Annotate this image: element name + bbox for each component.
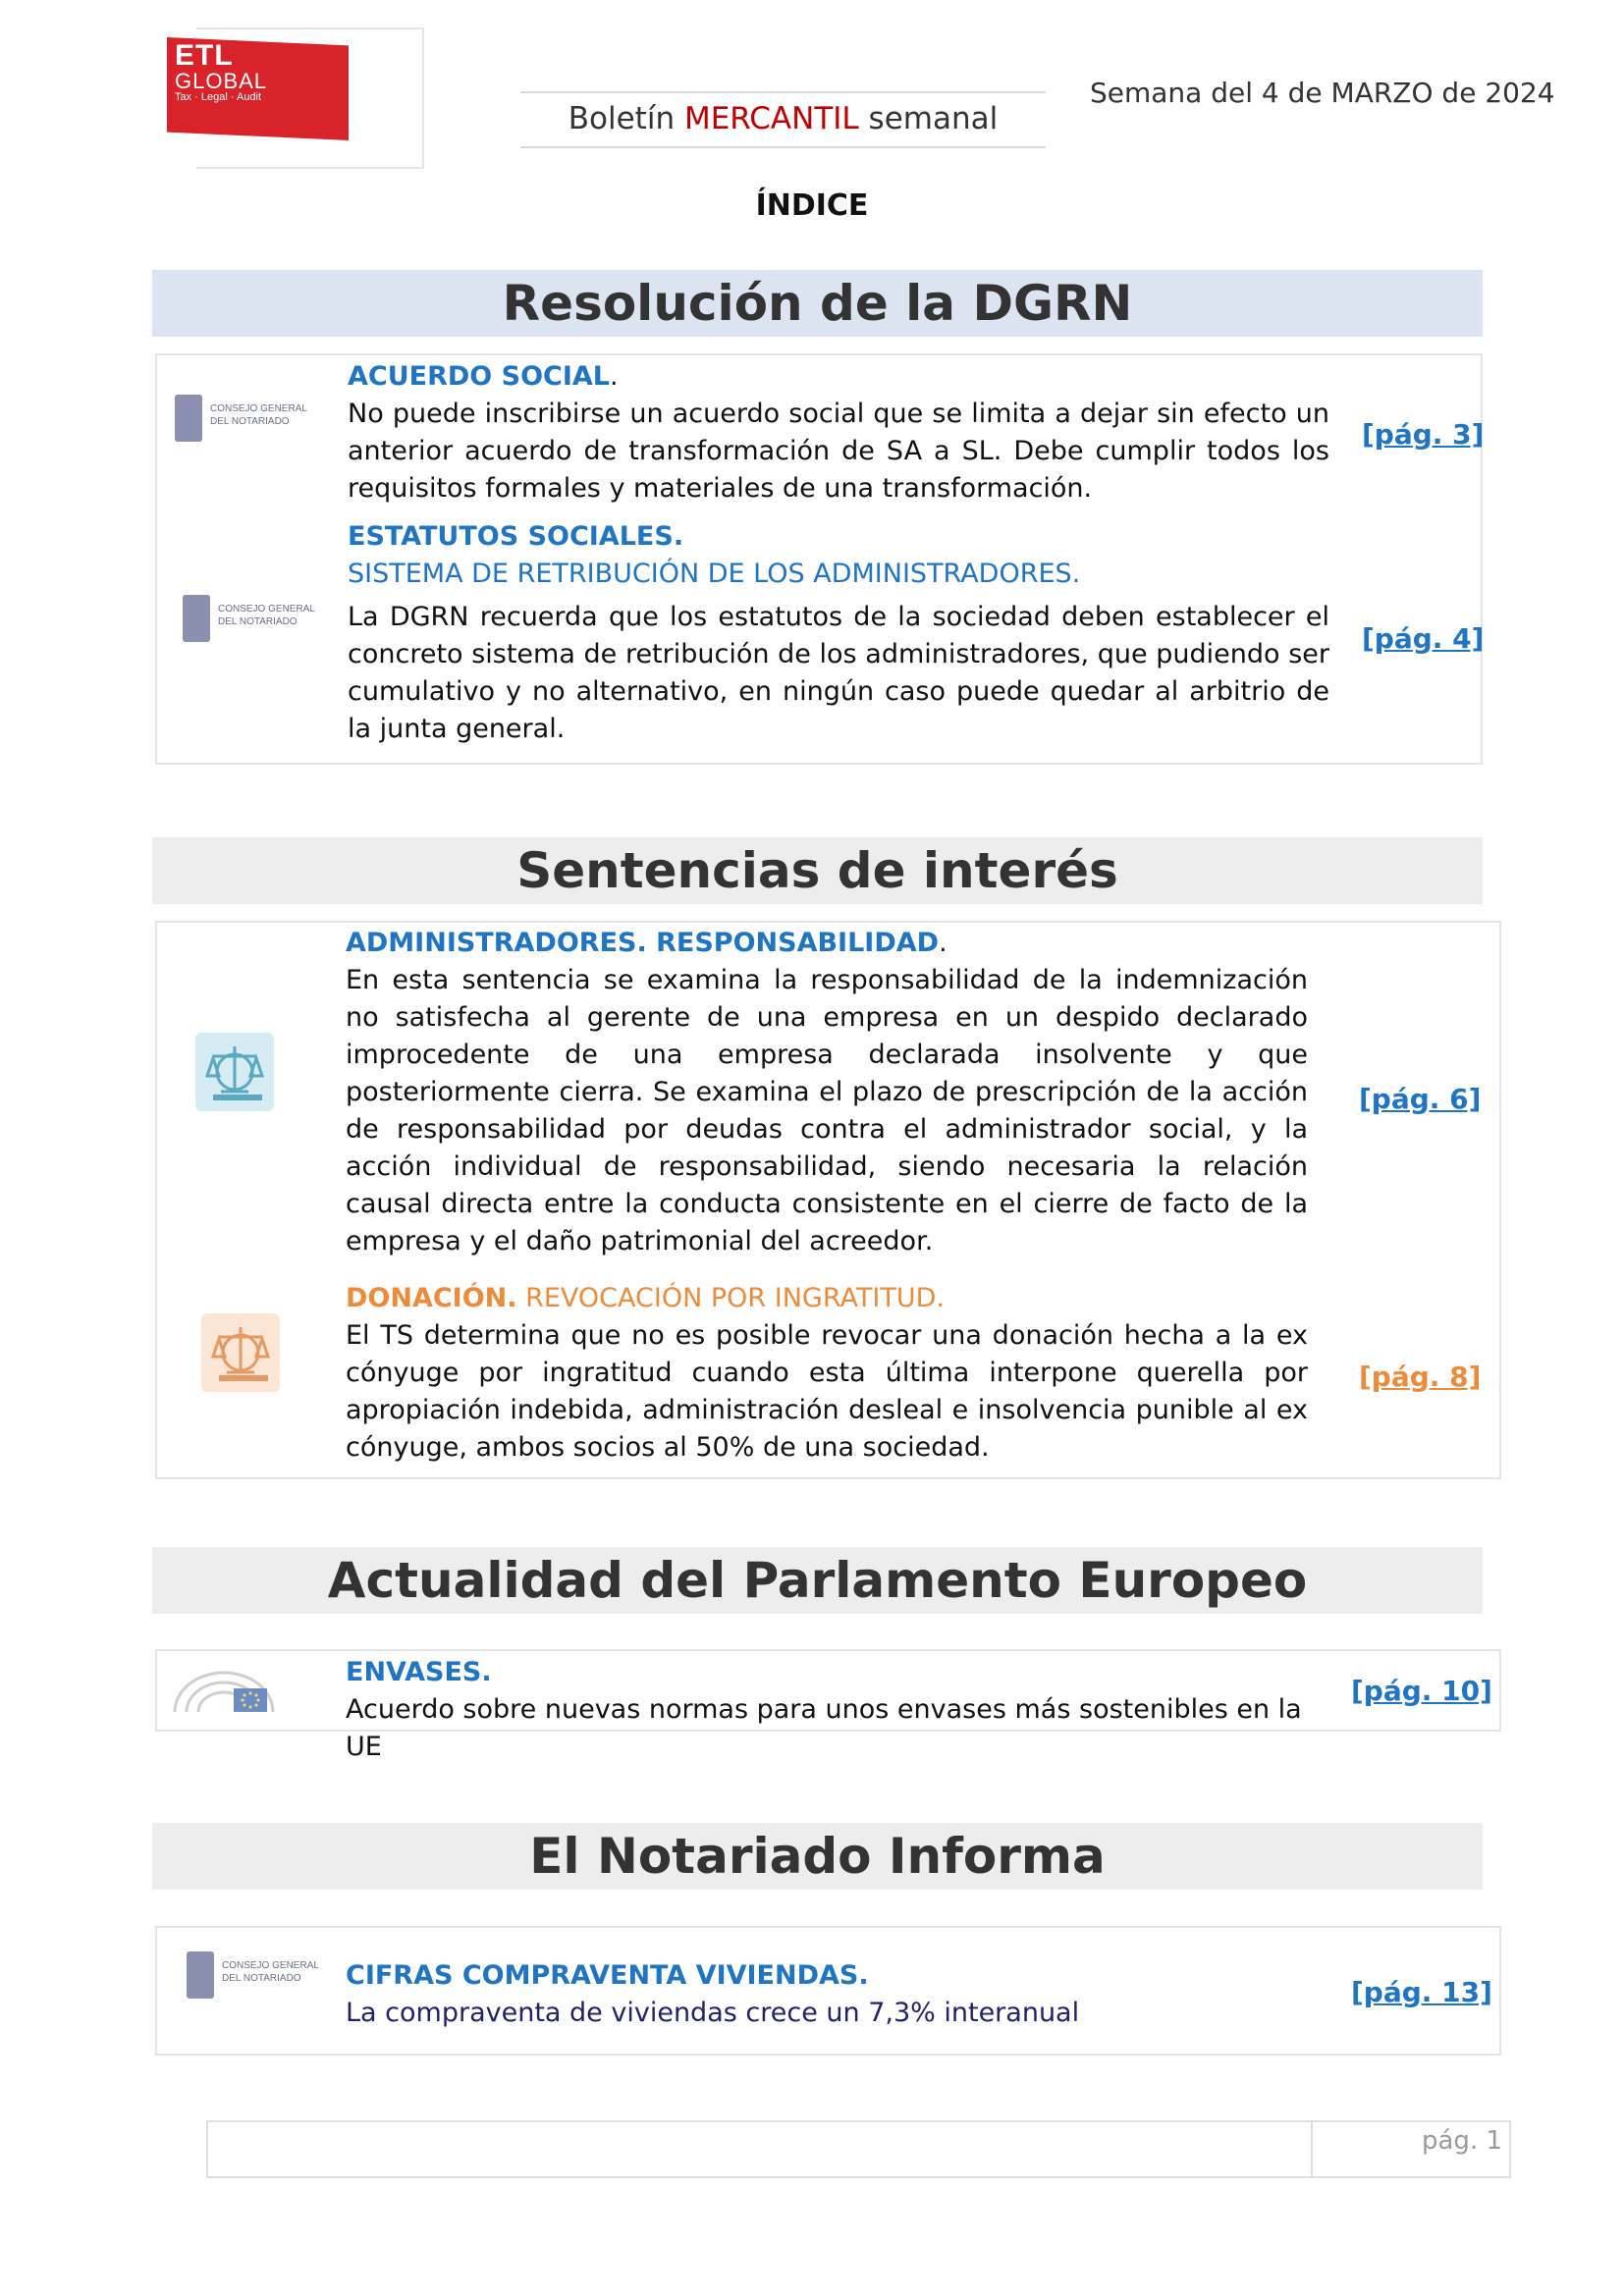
page-link[interactable]: [pág. 4] [1362, 622, 1485, 655]
entry-title: DONACIÓN. [346, 1283, 517, 1313]
entry-body: La compraventa de viviendas crece un 7,3% interanual [346, 1998, 1080, 2028]
entry-body: La DGRN recuerda que los estatutos de la sociedad deben establecer el concreto sistema de retribución de los administradores, que pudiendo ser cumulativo y no alternativo, en ningún caso puede quedar al arbitrio de la junta general. [348, 602, 1329, 744]
footer-divider [1311, 2120, 1313, 2176]
notariado-emblem-icon [183, 595, 210, 642]
entry-title: CIFRAS COMPRAVENTA VIVIENDAS. [346, 1960, 869, 1991]
logo-text-etl: ETL [175, 39, 234, 72]
section-banner-sentencias: Sentencias de interés [152, 837, 1483, 904]
page-link[interactable]: [pág. 10] [1351, 1675, 1492, 1707]
entry-title: ENVASES. [346, 1657, 492, 1687]
page-number: pág. 1 [1422, 2126, 1503, 2156]
etl-global-logo [167, 27, 353, 140]
entry-body: El TS determina que no es posible revocar una donación hecha a la ex cónyuge por ingratitud cuando esta última interpone querella por apropiación indebida, administración desleal e insolvencia punible al ex cónyuge, ambos socios al 50% de una sociedad. [346, 1320, 1308, 1463]
logo-text-tagline: Tax · Legal · Audit [175, 91, 262, 103]
entry-title: ACUERDO SOCIAL [348, 361, 610, 392]
page-link[interactable]: [pág. 3] [1362, 418, 1485, 451]
notariado-emblem-icon [187, 1951, 214, 1999]
index-title: ÍNDICE [755, 188, 869, 223]
scales-of-justice-icon [195, 1033, 274, 1111]
scales-of-justice-icon [201, 1313, 280, 1392]
entry-subtitle: SISTEMA DE RETRIBUCIÓN DE LOS ADMINISTRADORES. [348, 559, 1081, 589]
entry-body: Acuerdo sobre nuevas normas para unos envases más sostenibles en la UE [346, 1694, 1302, 1762]
entry-cifras-compraventa [346, 1957, 1327, 2032]
entry-administradores: ADMINISTRADORES. RESPONSABILIDAD. En esta sentencia se examina la responsabilidad de la indemnización no satisfecha al gerente de una empresa en un despido declarado improcedente de una empresa declarada insolvente y que posteriormente cierra. Se examina el plazo de prescripción de la acción de responsabilidad por deudas contra el administrador social, y la acción individual de responsabilidad, siendo necesaria la relación causal directa entre la conducta consistente en el cierre de facto de la empresa y el daño patrimonial del acreedor. [346, 925, 1308, 1260]
entry-body: En esta sentencia se examina la responsabilidad de la indemnización no satisfecha al gerente de una empresa en un despido declarado improcedente de una empresa declarada insolvente y que posteriormente cierra. Se examina el plazo de prescripción de la acción de responsabilidad por deudas contra el administrador social, y la acción individual de responsabilidad, siendo necesaria la relación causal directa entre la conducta consistente en el cierre de facto de la empresa y el daño patrimonial del acreedor. [346, 965, 1308, 1256]
page-link[interactable]: [pág. 13] [1351, 1976, 1492, 2008]
bulletin-highlight: MERCANTIL [683, 101, 859, 136]
section-banner-parlamento: Actualidad del Parlamento Europeo [152, 1547, 1483, 1614]
page-link[interactable]: [pág. 6] [1359, 1083, 1482, 1115]
notariado-logo: CONSEJO GENERAL DEL NOTARIADO [175, 385, 322, 454]
footer-box [206, 2120, 1511, 2178]
entry-title: ADMINISTRADORES. RESPONSABILIDAD [346, 928, 940, 958]
logo-text-global: GLOBAL [175, 69, 268, 93]
notariado-emblem-icon [175, 395, 202, 442]
notariado-logo: CONSEJO GENERAL DEL NOTARIADO [183, 585, 330, 654]
entry-acuerdo-social: ACUERDO SOCIAL. No puede inscribirse un acuerdo social que se limita a dejar sin efecto un anterior acuerdo de transformación de SA a SL. Debe cumplir todos los requisitos formales y materiales de una transformación. [348, 358, 1329, 507]
page-link[interactable]: [pág. 8] [1359, 1361, 1482, 1393]
entry-estatutos-sociales [348, 518, 1329, 748]
european-parliament-icon [167, 1663, 281, 1720]
entry-donacion [346, 1280, 1308, 1467]
entry-body: No puede inscribirse un acuerdo social que se limita a dejar sin efecto un anterior acuerdo de transformación de SA a SL. Debe cumplir todos los requisitos formales y materiales de una transformación. [348, 399, 1329, 504]
entry-envases [346, 1654, 1327, 1766]
notariado-logo: CONSEJO GENERAL DEL NOTARIADO [187, 1942, 334, 2010]
section-banner-notariado: El Notariado Informa [152, 1823, 1483, 1890]
entry-title: ESTATUTOS SOCIALES. [348, 521, 684, 552]
section-banner-dgrn: Resolución de la DGRN [152, 270, 1483, 337]
entry-subtitle: REVOCACIÓN POR INGRATITUD. [516, 1283, 945, 1313]
bulletin-title: Boletín MERCANTIL semanal [520, 91, 1046, 148]
week-label: Semana del 4 de MARZO de 2024 [1090, 77, 1555, 109]
